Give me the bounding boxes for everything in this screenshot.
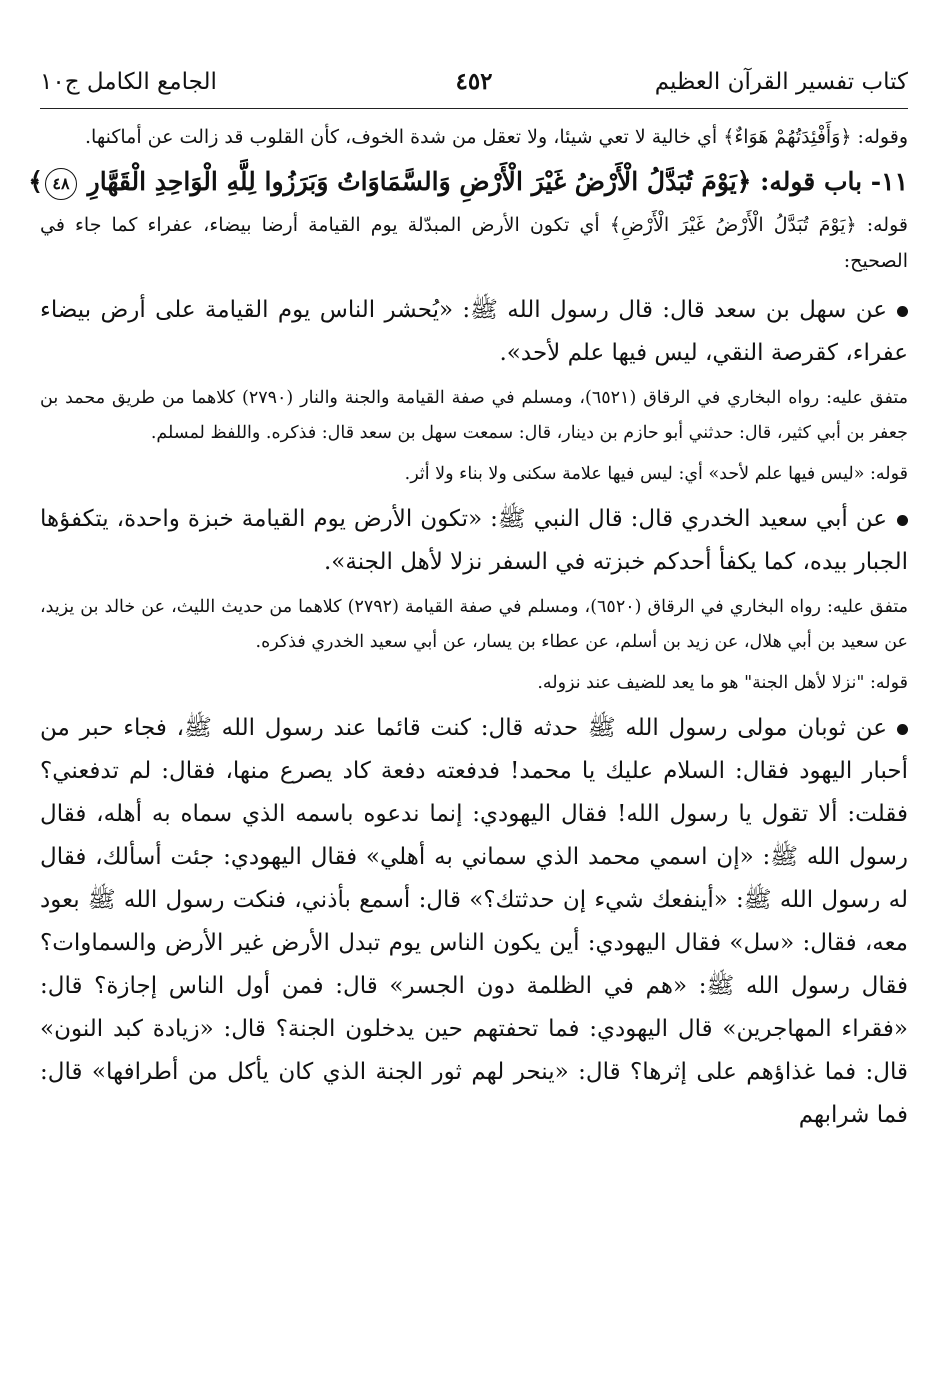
hadith-paragraph xyxy=(40,289,908,375)
book-page xyxy=(28,60,909,1360)
commentary-paragraph: قوله: ﴿يَوْمَ تُبَدَّلُ الْأَرْضُ غَيْرَ الْأَرْضِ﴾ أي تكون الأرض المبدّلة يوم القيامة أرضا بيضاء، عفراء كما جاء في الصحيح: xyxy=(40,214,908,272)
hadith-paragraph xyxy=(40,498,908,584)
hadith-paragraph xyxy=(40,707,908,1137)
book-title: كتاب تفسير القرآن العظيم xyxy=(654,69,908,95)
commentary-paragraph: وقوله: ﴿وَأَفْئِدَتُهُمْ هَوَاءٌ﴾ أي خالية لا تعي شيئا، ولا تعقل من شدة الخوف، كأن القلوب قد زالت عن أماكنها. xyxy=(85,126,908,148)
chapter-number: ١١- باب قوله: xyxy=(760,167,908,196)
ayah-number-badge: ٤٨ xyxy=(45,168,77,200)
hadith-text: عن سهل بن سعد قال: قال رسول الله ﷺ: «يُحشر الناس يوم القيامة على أرض بيضاء عفراء، كقرصة النقي، ليس فيها علم لأحد». xyxy=(40,297,908,366)
bullet-icon xyxy=(897,515,908,526)
header-divider xyxy=(40,108,908,109)
hadith-text: عن ثوبان مولى رسول الله ﷺ حدثه قال: كنت قائما عند رسول الله ﷺ، فجاء حبر من أحبار اليهود فقال: السلام عليك يا محمد! فدفعته دفعة كاد يصرع منها، فقال: لم تدفعني؟ فقلت: ألا تقول يا رسول الله! فقال اليهودي: إنما ندعوه باسمه الذي سماه به أهله، فقال رسول الله ﷺ: «إن اسمي محمد الذي سماني به أهلي» فقال اليهودي: جئت أسألك، فقال له رسول الله ﷺ: «أينفعك شيء إن حدثتك؟» قال: أسمع بأذني، فنكت رسول الله ﷺ بعود معه، فقال: «سل» فقال اليهودي: أين يكون الناس يوم تبدل الأرض غير الأرض والسماوات؟ فقال رسول الله ﷺ: «هم في الظلمة دون الجسر» قال: فمن أول الناس إجازة؟ قال: «فقراء المهاجرين» قال اليهودي: فما تحفتهم حين يدخلون الجنة؟ قال: «زيادة كبد النون» قال: فما غذاؤهم على إثرها؟ قال: «ينحر لهم ثور الجنة الذي كان يأكل من أطرافها» قال: فما شرابهم xyxy=(40,715,909,1128)
chapter-heading xyxy=(28,159,908,205)
bullet-icon xyxy=(897,306,908,317)
note-paragraph: قوله: "نزلا لأهل الجنة" هو ما يعد للضيف عند نزوله. xyxy=(537,673,908,693)
ayah-close-bracket: ﴾ xyxy=(28,167,43,196)
bullet-icon xyxy=(897,724,908,735)
takhrij-paragraph: متفق عليه: رواه البخاري في الرقاق (٦٥٢١)، ومسلم في صفة القيامة والجنة والنار (٢٧٩٠) كلاهما من طريق محمد بن جعفر بن أبي كثير، قال: حدثني أبو حازم بن دينار، قال: سمعت سهل بن سعد قال: فذكره. واللفظ لمسلم. xyxy=(40,388,908,443)
page-number: ٤٥٢ xyxy=(455,68,493,95)
hadith-text: عن أبي سعيد الخدري قال: قال النبي ﷺ: «تكون الأرض يوم القيامة خبزة واحدة، يتكفؤها الجبار بيده، كما يكفأ أحدكم خبزته في السفر نزلا لأهل الجنة». xyxy=(40,506,908,575)
running-header xyxy=(40,60,908,104)
volume-label: الجامع الكامل ج١٠ xyxy=(40,69,217,95)
takhrij-paragraph: متفق عليه: رواه البخاري في الرقاق (٦٥٢٠)، ومسلم في صفة القيامة (٢٧٩٢) كلاهما من حديث الليث، عن خالد بن يزيد، عن سعيد بن أبي هلال، عن زيد بن أسلم، عن عطاء بن يسار، عن أبي سعيد الخدري فذكره. xyxy=(40,597,908,652)
chapter-ayah: ﴿يَوْمَ تُبَدَّلُ الْأَرْضُ غَيْرَ الْأَرْضِ وَالسَّمَاوَاتُ وَبَرَزُوا لِلَّهِ الْوَاحِدِ الْقَهَّارِ xyxy=(87,167,752,196)
note-paragraph: قوله: «ليس فيها علم لأحد» أي: ليس فيها علامة سكنى ولا بناء ولا أثر. xyxy=(404,464,908,484)
